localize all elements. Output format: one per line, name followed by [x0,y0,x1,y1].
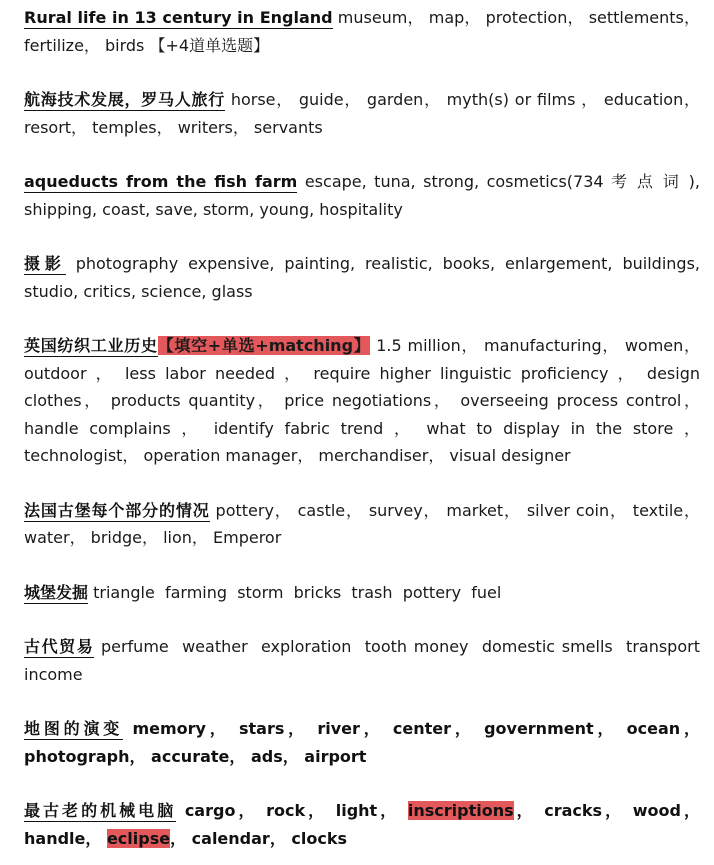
topic-title: 摄影 [24,254,66,273]
topic-entry-navigation [24,86,700,141]
topic-words: horse， guide， garden， myth(s) or films ， education， resort， temples， writers， servants [24,90,700,137]
highlighted-word-inscriptions: inscriptions [407,801,514,820]
topic-entry-textile-industry [24,332,700,470]
topic-title: 英国纺织工业历史 [24,336,158,355]
topic-title: 古代贸易 [24,637,95,656]
topic-entry-ancient-trade [24,633,711,688]
topic-title: 最古老的机械电脑 [24,801,177,820]
topic-words: triangle farming storm bricks trash pottery fuel [88,582,502,602]
topic-title: 地图的演变 [24,719,124,738]
topic-title: aqueducts from the fish farm [24,172,298,191]
question-type-tag-highlighted: 【填空+单选+matching】 [157,336,371,355]
topic-entry-rural-life [24,4,700,59]
topic-title: 航海技术发展，罗马人旅行 [24,90,225,109]
topic-words-part-3: ， calendar， clocks [170,828,347,848]
topic-title: Rural life in 13 century in England [24,8,333,27]
highlighted-word-eclipse: eclipse [106,828,171,848]
topic-entry-aqueducts [24,168,700,223]
topic-title: 法国古堡每个部分的情况 [24,500,210,520]
topic-words: perfume weather exploration tooth money domestic smells transport income [24,637,711,684]
topic-entry-french-castle [24,497,700,552]
topic-words: pottery， castle， survey， market， silver coin， textile， water， bridge， lion， Emperor [24,500,700,547]
topic-words: memory， stars， river， center， government， ocean， photograph， accurate， ads， airport [24,719,700,766]
topic-words: escape, tuna, strong, cosmetics(734 考 点 词 ), shipping, coast, save, storm, young, hospitality [24,172,700,219]
topic-words: photography expensive, painting, realistic, books, enlargement, buildings, studio, critics, science, glass [24,254,700,301]
topic-words-part-2: ， cracks， wood， handle， [24,801,700,848]
topic-words: 1.5 million， manufacturing， women， outdoor ， less labor needed ， require higher linguistic proficiency ， design clothes， products quantity， price negotiations， overseeing process control， handle complains ， identify fabric trend ， what to display in the store ， technologist， operation manager， merchandiser， visual designer [24,336,700,465]
topic-entry-map-evolution [24,715,700,770]
topic-entry-mechanical-computer [24,797,700,852]
topic-entry-photography [24,250,700,305]
question-type-tag: 【+4道单选题】 [149,35,270,55]
topic-words: museum， map， protection， settlements， fertilize， birds [24,8,700,55]
topic-title: 城堡发掘 [24,582,89,602]
topic-entry-castle-excavation [24,579,700,607]
topic-words-part-1: cargo， rock， light， [176,801,408,820]
